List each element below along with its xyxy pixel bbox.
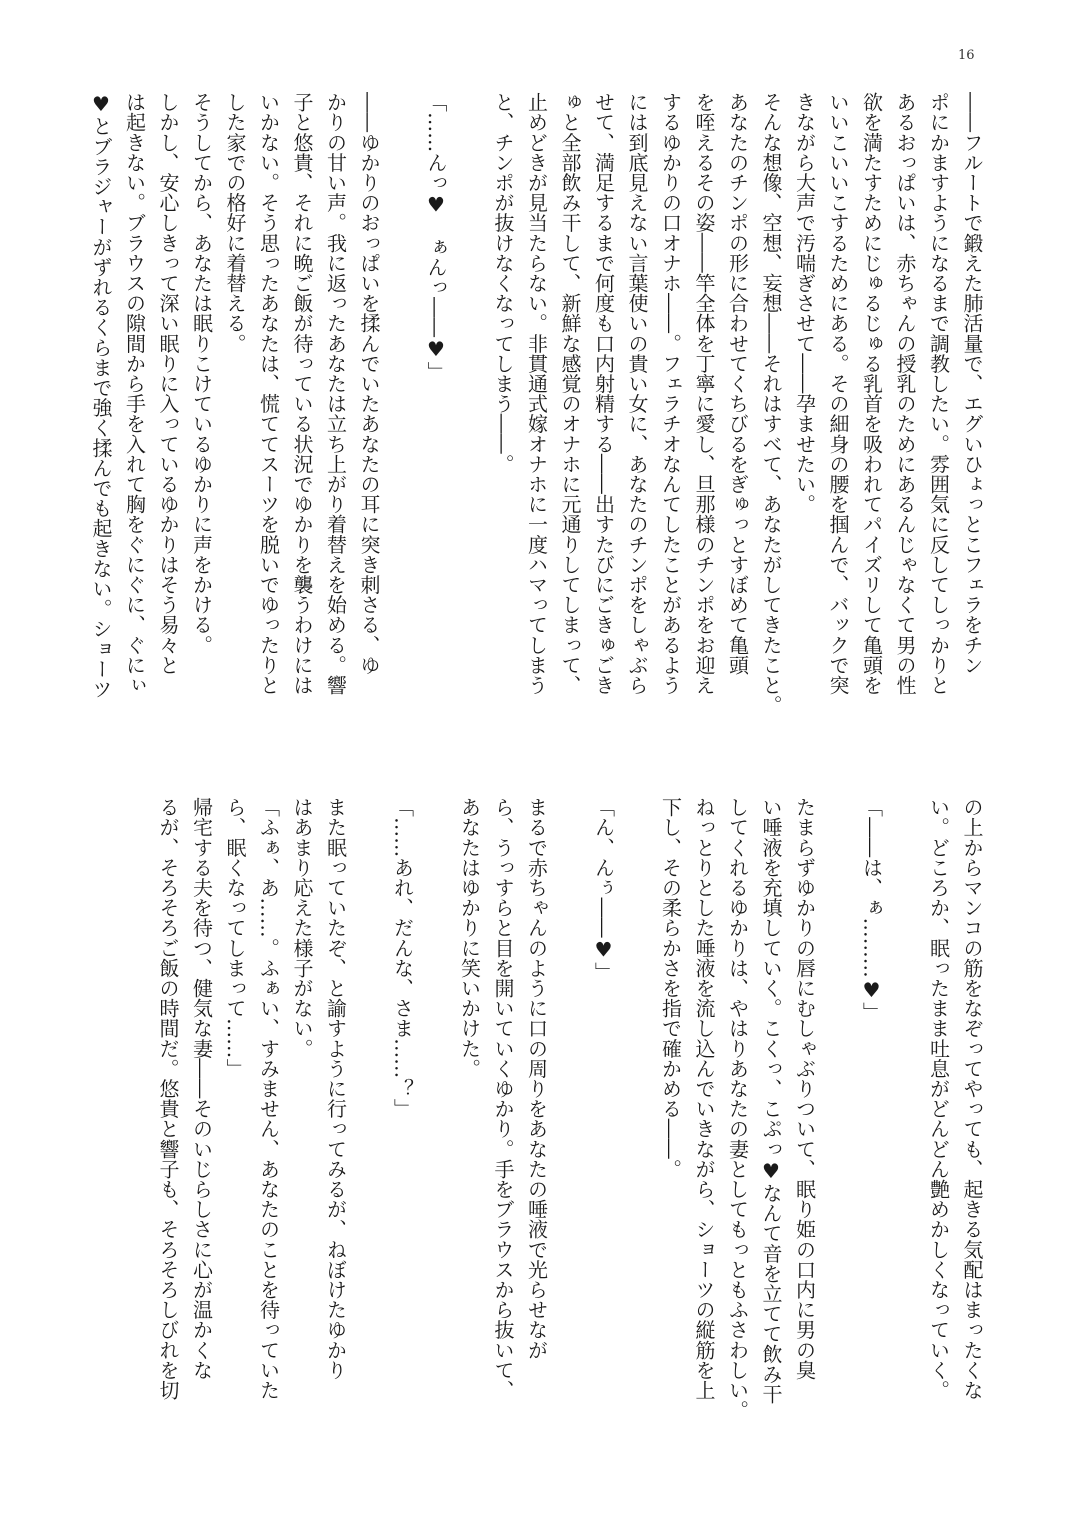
- text-line: ねっとりとした唾液を流し込んでいきながら、ショーツの縦筋を上: [692, 797, 716, 1400]
- text-line: いかない。そう思ったあなたは、慌ててスーツを脱いでゆったりと: [256, 92, 281, 695]
- text-line: した家での格好に着替える。: [223, 92, 247, 354]
- text-line: [553, 797, 587, 1427]
- text-line: い。どころか、眠ったまま吐息がどんどん艶めかしくなっていく。: [926, 797, 951, 1400]
- text-line: いいこいいこするためにある。その細身の腰を掴んで、バックで突: [826, 92, 850, 695]
- text-line: の上からマンコの筋をなぞってやっても、起きる気配はまったくな: [960, 797, 984, 1400]
- text-line: は起きない。ブラウスの隙間から手を入れて胸をぐにぐに、ぐにぃ: [122, 92, 147, 695]
- text-line: また眠っていたぞ、と諭すように行ってみるが、ねぼけたゆかり: [323, 797, 348, 1380]
- text-line: ゅと全部飲み干して、新鮮な感覚のオナホに元通りしてしまって、: [558, 92, 582, 695]
- text-line: きながら大声で汚喘ぎさせて――孕ませたい。: [792, 92, 817, 515]
- text-line: 「――は、ぁ………♥」: [859, 797, 884, 1023]
- text-line: [385, 92, 419, 722]
- text-line: [821, 797, 855, 1427]
- text-line: かりの甘い声。我に返ったあなたは立ち上がり着替えを始める。響: [323, 92, 348, 695]
- text-line: [452, 92, 486, 722]
- text-line: るが、そろそろご飯の時間だ。悠貴と響子も、そろそろしびれを切: [156, 797, 180, 1400]
- page-number: 16: [958, 48, 975, 63]
- text-line: あなたのチンポの形に合わせてくちびるをぎゅっとすぼめて亀頭: [725, 92, 750, 675]
- text-line: してくれるゆかりは、やはりあなたの妻としてもっともふさわしい。: [725, 797, 750, 1421]
- text-line: まるで赤ちゃんのように口の周りをあなたの唾液で光らせなが: [524, 797, 549, 1360]
- text-line: 帰宅する夫を待つ、健気な妻――そのいじらしさに心が温かくな: [189, 797, 214, 1380]
- text-line: 止めどきが見当たらない。非貫通式嫁オナホに一度ハマってしまう: [524, 92, 549, 695]
- text-line: ポにかますようになるまで調教したい。雰囲気に反してしっかりと: [926, 92, 951, 695]
- text-line: 下し、その柔らかさを指で確かめる――。: [658, 797, 683, 1179]
- text-line: あるおっぱいは、赤ちゃんの授乳のためにあるんじゃなくて男の性: [893, 92, 917, 695]
- text-line: せて、満足するまで何度も口内射精する――出すたびにごきゅごき: [591, 92, 616, 695]
- text-line: そうしてから、あなたは眠りこけているゆかりに声をかける。: [189, 92, 214, 655]
- text-line: ――フルートで鍛えた肺活量で、エグいひょっとこフェラをチン: [960, 92, 984, 675]
- text-block-bottom: [151, 797, 989, 1427]
- text-line: はあまり応えた様子がない。: [290, 797, 314, 1059]
- text-line: しかし、安心しきって深い眠りに入っているゆかりはそう易々と: [156, 92, 180, 675]
- text-line: 「……んっ♥ ぁんっ――♥」: [424, 92, 448, 382]
- text-line: [352, 797, 386, 1427]
- text-line: 「ん、んぅ――♥」: [591, 797, 616, 982]
- text-line: い唾液を充填していく。こくっ、こぷっ♥なんて音を立てて飲み干: [759, 797, 783, 1404]
- text-line: たまらずゆかりの唇にむしゃぶりついて、眠り姫の口内に男の臭: [792, 797, 817, 1380]
- text-line: を咥えるその姿――竿全体を丁寧に愛し、旦那様のチンポをお迎え: [692, 92, 716, 695]
- text-line: [620, 797, 654, 1427]
- text-line: と、チンポが抜けなくなってしまう――。: [491, 92, 515, 474]
- text-line: あなたはゆかりに笑いかけた。: [457, 797, 482, 1079]
- text-line: 欲を満たすためにじゅるじゅる乳首を吸われてパイズリして亀頭を: [859, 92, 884, 695]
- text-line: するゆかりの口オナホ――。フェラチオなんてしたことがあるよう: [658, 92, 683, 695]
- text-line: には到底見えない言葉使いの貴い女に、あなたのチンポをしゃぶら: [625, 92, 649, 695]
- text-line: ――ゆかりのおっぱいを揉んでいたあなたの耳に突き刺さる、ゆ: [357, 92, 381, 675]
- text-line: ら、うっすらと目を開いていくゆかり。手をブラウスから抜いて、: [491, 797, 515, 1400]
- text-line: 「……あれ、だんな、さま……？」: [390, 797, 415, 1119]
- text-block-top: [84, 92, 989, 722]
- text-line: ら、眠くなってしまって……」: [223, 797, 247, 1079]
- text-line: ♥とブラジャーがずれるくらまで強く揉んでも起きない。ショーツ: [89, 92, 113, 699]
- text-line: 子と悠貴、それに晩ご飯が待っている状況でゆかりを襲うわけには: [290, 92, 314, 695]
- text-line: そんな想像、空想、妄想――それはすべて、あなたがしてきたこと。: [759, 92, 783, 716]
- text-line: [419, 797, 453, 1427]
- text-line: [888, 797, 922, 1427]
- text-line: 「ふぁ、あ……。ふぁい、すみません、あなたのことを待っていた: [256, 797, 281, 1400]
